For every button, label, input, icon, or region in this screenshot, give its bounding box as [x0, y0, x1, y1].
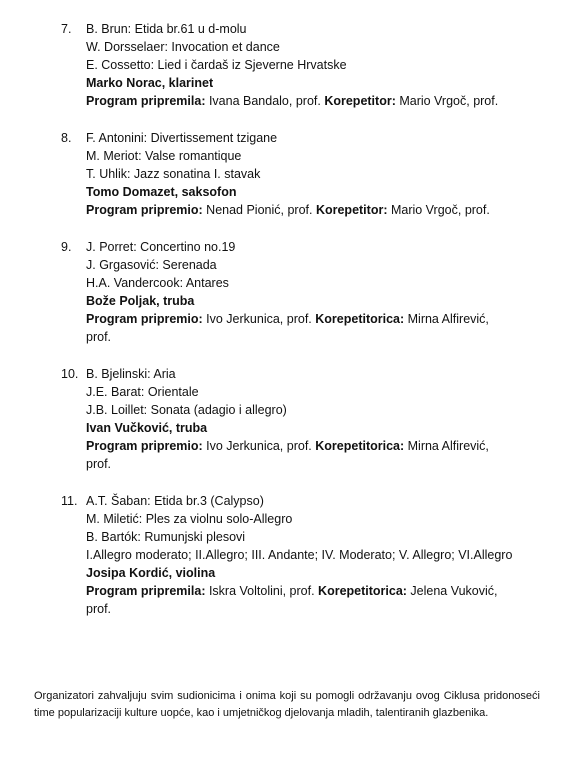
accompanist-label: Korepetitor:	[324, 94, 396, 108]
piece: B. Brun: Etida br.61 u d-molu	[86, 22, 247, 36]
credits-line	[86, 201, 516, 219]
accompanist-name: Mario Vrgoč, prof.	[387, 203, 490, 217]
accompanist-name: Mario Vrgoč, prof.	[395, 94, 499, 108]
credits-line	[86, 310, 516, 346]
accompanist-label: Korepetitor:	[315, 203, 388, 217]
accompanist-label: Korepetitorica:	[315, 439, 405, 453]
prep-name: Nenad Pionić, prof.	[202, 203, 316, 217]
program-entry	[0, 20, 577, 110]
prep-name: Iskra Voltolini, prof.	[205, 584, 319, 598]
accompanist-name: Mirna Alfirević, prof.	[86, 312, 489, 344]
prep-label: Program pripremila:	[86, 94, 206, 108]
piece: W. Dorsselaer: Invocation et dance	[86, 40, 280, 54]
prep-name: Ivo Jerkunica, prof.	[202, 312, 316, 326]
piece: A.T. Šaban: Etida br.3 (Calypso)	[86, 494, 264, 508]
performer: Ivan Vučković, truba	[86, 421, 208, 435]
program-entry	[0, 129, 577, 219]
piece: H.A. Vandercook: Antares	[86, 276, 229, 290]
entry-number: 9.	[61, 240, 72, 254]
program-entry	[0, 492, 577, 618]
program-list	[0, 20, 577, 637]
performer: Marko Norac, klarinet	[86, 76, 214, 90]
credits-line	[86, 582, 516, 618]
accompanist-label: Korepetitorica:	[315, 312, 405, 326]
piece: M. Miletić: Ples za violnu solo-Allegro	[86, 512, 293, 526]
program-entry	[0, 238, 577, 346]
performer: Tomo Domazet, saksofon	[86, 185, 237, 199]
program-entry	[0, 365, 577, 473]
accompanist-name: Mirna Alfirević, prof.	[86, 439, 489, 471]
performer: Josipa Kordić, violina	[86, 566, 216, 580]
piece: J.B. Loillet: Sonata (adagio i allegro)	[86, 403, 287, 417]
piece: J. Grgasović: Serenada	[86, 258, 217, 272]
piece: B. Bartók: Rumunjski plesovi	[86, 530, 246, 544]
prep-label: Program pripremio:	[86, 439, 203, 453]
prep-label: Program pripremio:	[86, 203, 203, 217]
performer: Bože Poljak, truba	[86, 294, 195, 308]
piece: M. Meriot: Valse romantique	[86, 149, 242, 163]
entry-number: 10.	[61, 367, 79, 381]
piece: E. Cossetto: Lied i čardaš iz Sjeverne Hrvatske	[86, 58, 347, 72]
entry-number: 11.	[61, 494, 78, 508]
acknowledgement-note: Organizatori zahvaljuju svim sudionicima i onima koji su pomogli održavanju ovog Ciklusa pridonoseći time popularizaciji kulture uopće, kao i umjetničkog djelovanja mladih, talentiranih glazbenika.	[34, 690, 540, 719]
credits-line	[86, 92, 516, 110]
accompanist-label: Korepetitorica:	[318, 584, 407, 598]
entry-number: 7.	[61, 22, 72, 36]
prep-label: Program pripremio:	[86, 312, 203, 326]
piece: T. Uhlik: Jazz sonatina I. stavak	[86, 167, 261, 181]
piece: F. Antonini: Divertissement tzigane	[86, 131, 278, 145]
piece-movements: I.Allegro moderato; II.Allegro; III. Andante; IV. Moderato; V. Allegro; VI.Allegro	[86, 548, 513, 562]
entry-number: 8.	[61, 131, 72, 145]
piece: J.E. Barat: Orientale	[86, 385, 199, 399]
prep-name: Ivana Bandalo, prof.	[205, 94, 325, 108]
piece: B. Bjelinski: Aria	[86, 367, 176, 381]
piece: J. Porret: Concertino no.19	[86, 240, 236, 254]
prep-label: Program pripremila:	[86, 584, 206, 598]
accompanist-name: Jelena Vuković, prof.	[86, 584, 498, 616]
prep-name: Ivo Jerkunica, prof.	[202, 439, 316, 453]
credits-line	[86, 437, 516, 473]
